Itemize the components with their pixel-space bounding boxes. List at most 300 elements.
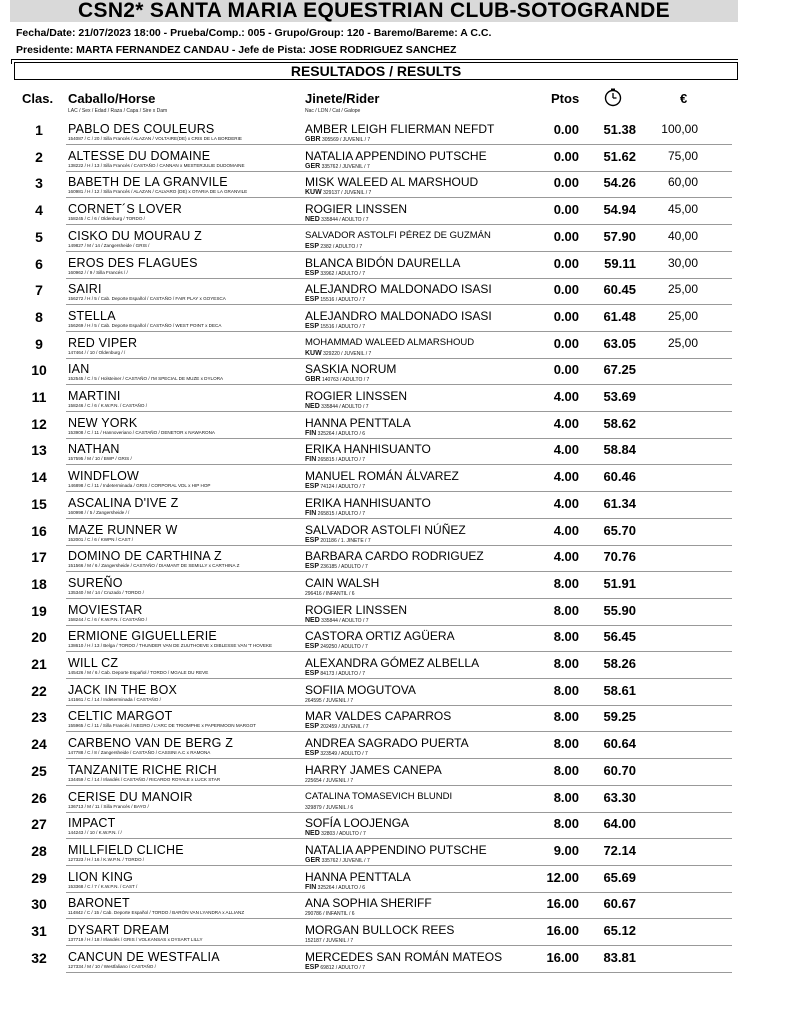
rank: 28 xyxy=(31,842,47,859)
horse-name: WINDFLOW xyxy=(68,469,140,484)
points: 8.00 xyxy=(553,736,579,752)
rider-license: 15516 / ADULTO / 7 xyxy=(320,323,365,330)
horse-info: 149827 / M / 14 / Zangersheide / GRIS / xyxy=(68,242,150,248)
rank: 2 xyxy=(35,148,43,165)
rider-name: SALVADOR ASTOLFI PÉREZ DE GUZMÁN xyxy=(305,229,491,241)
rider-nation: FIN xyxy=(305,509,317,517)
rider-license: 323549 / ADULTO / 7 xyxy=(320,751,368,758)
rank: 25 xyxy=(31,762,47,779)
horse-info: 127323 / H / 16 / K.W.P.N. / TORDO / xyxy=(68,856,145,862)
rank: 10 xyxy=(31,362,47,379)
rider-license: 201186 / 1. JINETE / 7 xyxy=(320,537,371,544)
table-row xyxy=(0,572,800,599)
rider-info xyxy=(305,189,371,196)
rider-info xyxy=(305,323,365,330)
rider-name: SALVADOR ASTOLFI NÚÑEZ xyxy=(305,522,466,537)
rider-info xyxy=(305,937,353,944)
table-row xyxy=(0,919,800,946)
time: 55.90 xyxy=(603,602,636,618)
rider-name: NATALIA APPENDINO PUTSCHE xyxy=(305,842,487,857)
horse-info: 136713 / M / 11 / Silla Francés / BAYO / xyxy=(68,803,149,809)
rider-nation: ESP xyxy=(305,643,320,651)
rider-name: BLANCA BIDÓN DAURELLA xyxy=(305,255,461,270)
rider-name: ERIKA HANHISUANTO xyxy=(305,495,431,510)
time: 60.46 xyxy=(603,469,636,485)
horse-name: SAIRI xyxy=(68,282,102,297)
time: 61.34 xyxy=(603,495,636,511)
rider-name: NATALIA APPENDINO PUTSCHE xyxy=(305,148,487,163)
horse-name: PABLO DES COULEURS xyxy=(68,122,215,136)
prize-money: 30,00 xyxy=(667,255,698,270)
horse-name: RED VIPER xyxy=(68,335,138,350)
prize-money: 60,00 xyxy=(667,175,698,190)
rider-license: 225654 / JUVENIL / 7 xyxy=(305,777,354,784)
rider-info xyxy=(305,243,362,250)
rank: 9 xyxy=(35,335,43,352)
time: 60.45 xyxy=(603,282,636,298)
table-row xyxy=(0,225,800,252)
points: 8.00 xyxy=(553,789,579,805)
rider-info xyxy=(305,403,369,410)
points: 4.00 xyxy=(553,389,579,404)
table-row xyxy=(0,385,800,412)
prize-money: 75,00 xyxy=(667,148,698,163)
rider-name: CATALINA TOMASEVICH BLUNDI xyxy=(305,790,453,802)
horse-name: ASCALINA D'IVE Z xyxy=(68,495,179,510)
rider-info xyxy=(305,964,365,971)
points: 16.00 xyxy=(546,896,579,912)
points: 8.00 xyxy=(553,656,579,671)
points: 8.00 xyxy=(553,602,579,618)
horse-info: 135340 / M / 14 / Cruzado / TORDO / xyxy=(68,589,144,595)
rider-info xyxy=(305,456,365,463)
rider-name: HANNA PENTTALA xyxy=(305,415,411,430)
horse-name: MAZE RUNNER W xyxy=(68,522,178,537)
rider-license: 33962 / ADULTO / 7 xyxy=(320,270,365,277)
rider-info xyxy=(305,537,371,544)
rider-nation: FIN xyxy=(305,456,317,464)
time: 70.76 xyxy=(603,549,636,565)
rider-info xyxy=(305,430,365,437)
horse-info: 157595 / M / 10 / BWP / GRIS / xyxy=(68,456,132,462)
horse-name: DYSART DREAM xyxy=(68,923,170,937)
points: 8.00 xyxy=(553,816,579,832)
rider-nation: ESP xyxy=(305,269,320,277)
time: 56.45 xyxy=(603,629,636,645)
table-row xyxy=(0,118,800,145)
rider-nation: ESP xyxy=(305,242,320,250)
rider-name: CAIN WALSH xyxy=(305,575,380,590)
rider-info xyxy=(305,483,365,490)
horse-name: BARONET xyxy=(68,896,130,911)
table-row xyxy=(0,412,800,439)
rider-nation: FIN xyxy=(305,883,317,891)
points: 8.00 xyxy=(553,682,579,698)
col-header-horse-sub: LAC / Sex / Edad / Raza / Capa / Sire x Dam xyxy=(68,108,168,114)
horse-name: TANZANITE RICHE RICH xyxy=(68,762,217,777)
horse-name: DOMINO DE CARTHINA Z xyxy=(68,549,222,564)
rider-name: ANDREA SAGRADO PUERTA xyxy=(305,736,469,751)
rider-license: 329879 / JUVENIL / 6 xyxy=(305,804,354,811)
rank: 14 xyxy=(31,469,47,486)
rank: 26 xyxy=(31,789,47,806)
prize-money: 100,00 xyxy=(661,122,698,136)
rider-license: 152187 / JUVENIL / 7 xyxy=(305,938,354,944)
rider-license: 265815 / ADULTO / 7 xyxy=(317,457,366,464)
clock-icon xyxy=(603,87,623,110)
rider-name: MORGAN BULLOCK REES xyxy=(305,923,455,937)
time: 54.26 xyxy=(603,175,636,191)
table-row xyxy=(0,759,800,786)
horse-name: NATHAN xyxy=(68,442,120,457)
rider-info xyxy=(305,697,353,704)
rider-info xyxy=(305,910,355,917)
rider-nation: ESP xyxy=(305,963,320,971)
rider-nation: ESP xyxy=(305,536,320,544)
time: 58.26 xyxy=(603,656,636,671)
table-row xyxy=(0,492,800,519)
horse-info: 152001 / C / 6 / KWPN / CAST / xyxy=(68,536,134,542)
rank: 12 xyxy=(31,415,47,432)
horse-name: EROS DES FLAGUES xyxy=(68,255,198,270)
horse-info: 137719 / H / 18 / Irlandés / GRIS / VOLKANSAS x DYSART LILLY xyxy=(68,937,203,942)
rider-info xyxy=(305,804,353,811)
table-row xyxy=(0,625,800,652)
table-row xyxy=(0,171,800,198)
results-heading: RESULTADOS / RESULTS xyxy=(14,62,738,80)
table-row xyxy=(0,652,800,679)
horse-info: 134459 / C / 14 / Irlandés / CASTAÑO / RICARDO ROYALE x LUCK STAR xyxy=(68,776,221,782)
rider-name: ALEXANDRA GÓMEZ ALBELLA xyxy=(305,656,480,670)
rider-license: 329220 / JUVENIL / 7 xyxy=(323,350,372,357)
points: 0.00 xyxy=(553,148,579,164)
rider-license: 296416 / INFANTIL / 6 xyxy=(305,590,355,597)
rank: 24 xyxy=(31,736,47,753)
horse-name: JACK IN THE BOX xyxy=(68,682,178,697)
rider-license: 335762 / JUVENIL / 7 xyxy=(321,857,370,864)
points: 0.00 xyxy=(553,122,579,137)
rider-license: 325264 / ADULTO / 6 xyxy=(317,430,366,437)
rider-info xyxy=(305,136,370,143)
rank: 15 xyxy=(31,495,47,512)
rider-info xyxy=(305,777,353,784)
horse-info: 160981 / H / 12 / Silla Francés / ALAZAN / CALVARO (DE) x OTARIA DE LA GRANVILE xyxy=(68,189,248,195)
rank: 20 xyxy=(31,629,47,646)
rank: 29 xyxy=(31,869,47,886)
rider-name: HARRY JAMES CANEPA xyxy=(305,762,442,777)
row-divider xyxy=(66,972,732,973)
time: 63.05 xyxy=(603,335,636,351)
horse-name: CORNET´S LOVER xyxy=(68,202,182,217)
rider-info xyxy=(305,750,368,757)
rank: 31 xyxy=(31,923,47,939)
points: 8.00 xyxy=(553,709,579,725)
table-row xyxy=(0,599,800,626)
rank: 18 xyxy=(31,575,47,592)
points: 12.00 xyxy=(546,869,579,885)
rider-license: 202459 / JUVENIL / 7 xyxy=(320,724,369,731)
points: 4.00 xyxy=(553,469,579,485)
rank: 17 xyxy=(31,549,47,566)
competition-info: Fecha/Date: 21/07/2023 18:00 - Prueba/Comp.: 005 - Grupo/Group: 120 - Baremo/Bareme: A C.C. xyxy=(16,27,492,39)
horse-info: 153908 / C / 11 / Hannoveriano / CASTAÑO / DENETOR x NAWARONA xyxy=(68,429,215,435)
time: 83.81 xyxy=(603,949,636,965)
table-row xyxy=(0,946,800,973)
horse-name: SUREÑO xyxy=(68,575,123,590)
col-header-clas: Clas. xyxy=(22,91,54,106)
horse-info: 160962 / / 9 / Silla Francés / / xyxy=(68,269,128,275)
horse-info: 158246 / C / 6 / K.W.P.N. / CASTAÑO / xyxy=(68,403,147,408)
rider-nation: ESP xyxy=(305,322,320,330)
col-header-rider-sub: Nac / LDN / Cat / Galope xyxy=(305,108,361,114)
rider-name: ROGIER LINSSEN xyxy=(305,602,408,617)
rider-name: MAR VALDES CAPARROS xyxy=(305,709,452,724)
horse-info: 138610 / H / 13 / Belga / TORDO / THUNDER VAN DE ZUUTHOEVE x DIBLESSE VAN 'T HOVEKE xyxy=(68,643,273,649)
points: 0.00 xyxy=(553,335,579,351)
points: 4.00 xyxy=(553,549,579,565)
horse-info: 154087 / C / 20 / Silla Francés / ALAZAN / VOLTAIRE(DE) x CRIS DE LA BORDERIE xyxy=(68,136,242,141)
table-row xyxy=(0,839,800,866)
points: 4.00 xyxy=(553,442,579,458)
horse-name: ALTESSE DU DOMAINE xyxy=(68,148,211,163)
table-row xyxy=(0,358,800,385)
horse-info: 138222 / H / 13 / Silla Francés / CASTAÑO / CANNAN x MESTERJULIE DUDOMAINE xyxy=(68,162,245,168)
rank: 19 xyxy=(31,602,47,619)
points: 0.00 xyxy=(553,362,579,378)
rider-license: 15516 / ADULTO / 7 xyxy=(320,297,365,304)
rank: 7 xyxy=(35,282,43,299)
horse-info: 155965 / C / 11 / Silla Francés / NEGRO / L'ARC DE TRIOMPHE x PAPERMOON MARGOT xyxy=(68,723,256,729)
rider-name: ANA SOPHIA SHERIFF xyxy=(305,896,432,911)
rank: 4 xyxy=(35,202,43,219)
rank: 32 xyxy=(31,949,47,966)
horse-info: 151566 / M / 6 / Zangersheide / CASTAÑO / DIAMANT DE SEMILLY x CARTHINA Z xyxy=(68,563,240,569)
table-row xyxy=(0,438,800,465)
rider-name: SASKIA NORUM xyxy=(305,362,397,377)
rider-license: 249250 / ADULTO / 7 xyxy=(320,644,368,651)
time: 72.14 xyxy=(603,842,636,858)
rider-nation: KUW xyxy=(305,189,322,197)
time: 51.38 xyxy=(603,122,636,137)
rider-nation: NED xyxy=(305,830,320,838)
table-row xyxy=(0,679,800,706)
rider-info xyxy=(305,723,369,730)
time: 59.25 xyxy=(603,709,636,725)
rider-license: 335844 / ADULTO / 7 xyxy=(321,217,369,224)
rider-name: BARBARA CARDO RODRIGUEZ xyxy=(305,549,484,564)
table-row xyxy=(0,519,800,546)
rider-info xyxy=(305,590,355,597)
horse-info: 144243 / / 10 / K.W.P.N. / / xyxy=(68,830,122,836)
table-row xyxy=(0,145,800,172)
horse-info: 147788 / C / 8 / Zangersheide / CASTAÑO / CASSINI A.C x RAMONA xyxy=(68,750,211,756)
table-row xyxy=(0,545,800,572)
rider-nation: GER xyxy=(305,162,321,170)
officials-info: Presidente: MARTA FERNANDEZ CANDAU - Jefe de Pista: JOSE RODRIGUEZ SANCHEZ xyxy=(16,44,457,56)
points: 8.00 xyxy=(553,762,579,778)
rider-name: ROGIER LINSSEN xyxy=(305,389,408,403)
prize-money: 25,00 xyxy=(667,335,698,350)
rider-nation: ESP xyxy=(305,296,320,304)
points: 8.00 xyxy=(553,575,579,591)
rider-name: MISK WALEED AL MARSHOUD xyxy=(305,175,479,190)
rider-info xyxy=(305,857,370,864)
horse-name: BABETH DE LA GRANVILE xyxy=(68,175,228,190)
points: 4.00 xyxy=(553,495,579,511)
time: 58.84 xyxy=(603,442,636,458)
rider-license: 2382 / ADULTO / 7 xyxy=(320,243,363,250)
horse-info: 153368 / C / 7 / K.W.P.N. / CAST / xyxy=(68,883,138,889)
time: 54.94 xyxy=(603,202,636,218)
time: 58.62 xyxy=(603,415,636,431)
rank: 3 xyxy=(35,175,43,192)
horse-info: 145426 / M / 6 / Cab. Deporte Español / TORDO / MGALE DU REVE xyxy=(68,670,209,675)
table-row xyxy=(0,812,800,839)
rider-license: 264595 / JUVENIL / 7 xyxy=(305,697,354,704)
horse-name: CISKO DU MOURAU Z xyxy=(68,228,202,243)
time: 53.69 xyxy=(603,389,636,404)
horse-name: ERMIONE GIGUELLERIE xyxy=(68,629,217,644)
rider-license: 32803 / ADULTO / 7 xyxy=(321,831,366,838)
horse-name: NEW YORK xyxy=(68,415,138,430)
col-header-pts: Ptos xyxy=(551,91,580,106)
points: 9.00 xyxy=(553,842,579,858)
rank: 6 xyxy=(35,255,43,272)
horse-info: 114842 / C / 15 / Cab. Deporte Español / TORDO / BARÓN VAN LYANDRA x ALLIANZ xyxy=(68,910,245,916)
rider-license: 335762 / JUVENIL / 7 xyxy=(321,163,370,170)
rider-license: 69812 / ADULTO / 7 xyxy=(320,964,365,971)
horse-info: 146898 / C / 11 / Indeterminada / GRIS / CORPORAL VDL x HIP HOP xyxy=(68,483,211,489)
rank: 8 xyxy=(35,308,43,325)
time: 60.64 xyxy=(603,736,636,752)
rider-info xyxy=(305,643,368,650)
points: 16.00 xyxy=(546,949,579,965)
rider-name: MERCEDES SAN ROMÁN MATEOS xyxy=(305,949,503,964)
rider-name: CASTORA ORTIZ AGÜERA xyxy=(305,629,455,644)
rider-nation: NED xyxy=(305,616,320,624)
rider-name: HANNA PENTTALA xyxy=(305,869,411,884)
points: 0.00 xyxy=(553,282,579,298)
rank: 22 xyxy=(31,682,47,699)
horse-info: 156269 / H / 5 / Cab. Deporte Español / CASTAÑO / WEST POINT x DECA xyxy=(68,322,222,328)
horse-name: MARTINI xyxy=(68,389,121,403)
horse-info: 127334 / M / 10 / Westfaliano / CASTAÑO / xyxy=(68,963,156,969)
horse-info: 158244 / C / 6 / K.W.P.N. / CASTAÑO / xyxy=(68,616,147,622)
rider-name: AMBER LEIGH FLIERMAN NEFDT xyxy=(305,122,495,136)
horse-name: IMPACT xyxy=(68,816,116,831)
rider-info xyxy=(305,830,366,837)
rider-license: 335844 / ADULTO / 7 xyxy=(321,617,369,624)
prize-money: 25,00 xyxy=(667,282,698,297)
time: 65.69 xyxy=(603,869,636,885)
rank: 30 xyxy=(31,896,47,913)
col-header-horse: Caballo/Horse xyxy=(68,91,156,106)
rank: 5 xyxy=(35,228,43,245)
rank: 21 xyxy=(31,656,47,672)
points: 0.00 xyxy=(553,175,579,191)
points: 0.00 xyxy=(553,202,579,218)
table-row xyxy=(0,786,800,813)
horse-info: 160998 / / 5 / Zangersheide / / xyxy=(68,509,130,515)
rider-info xyxy=(305,510,365,517)
horse-name: CARBENO VAN DE BERG Z xyxy=(68,736,234,751)
rider-nation: ESP xyxy=(305,723,320,731)
rider-nation: ESP xyxy=(305,483,320,491)
rider-license: 84173 / ADULTO / 7 xyxy=(320,671,365,677)
prize-money: 45,00 xyxy=(667,202,698,217)
rider-nation: GER xyxy=(305,856,321,864)
time: 51.91 xyxy=(603,575,636,591)
rider-license: 329137 / JUVENIL / 7 xyxy=(323,190,372,197)
rider-info xyxy=(305,376,369,383)
table-row xyxy=(0,866,800,893)
points: 0.00 xyxy=(553,308,579,324)
rider-nation: FIN xyxy=(305,429,317,437)
rider-info xyxy=(305,884,365,891)
time: 64.00 xyxy=(603,816,636,832)
rider-info xyxy=(305,563,368,570)
horse-name: CELTIC MARGOT xyxy=(68,709,173,724)
rider-name: SOFÍA LOOJENGA xyxy=(305,816,410,831)
points: 16.00 xyxy=(546,923,579,938)
col-header-prize: € xyxy=(680,91,688,106)
rider-name: MANUEL ROMÁN ÁLVAREZ xyxy=(305,469,459,484)
horse-name: MILLFIELD CLICHE xyxy=(68,842,184,857)
col-header-rider: Jinete/Rider xyxy=(305,91,380,106)
time: 58.61 xyxy=(603,682,636,698)
time: 65.70 xyxy=(603,522,636,538)
horse-info: 147464 / / 10 / Oldenburg / / xyxy=(68,349,126,355)
rider-nation: ESP xyxy=(305,750,320,758)
rider-info xyxy=(305,163,370,170)
rider-nation: GBR xyxy=(305,136,321,143)
time: 60.70 xyxy=(603,762,636,778)
horse-name: WILL CZ xyxy=(68,656,119,670)
rider-info xyxy=(305,350,371,357)
rider-license: 140763 / ADULTO / 7 xyxy=(321,377,370,384)
time: 51.62 xyxy=(603,148,636,164)
prize-money: 40,00 xyxy=(667,228,698,243)
horse-info: 156272 / H / 5 / Cab. Deporte Español / CASTAÑO / FAIR PLAY x GOYESCA xyxy=(68,296,226,302)
rider-info xyxy=(305,296,365,303)
points: 0.00 xyxy=(553,255,579,271)
rider-name: SOFIIA MOGUTOVA xyxy=(305,682,416,697)
table-row xyxy=(0,465,800,492)
time: 60.67 xyxy=(603,896,636,912)
points: 0.00 xyxy=(553,228,579,244)
rider-name: MOHAMMAD WALEED ALMARSHOUD xyxy=(305,336,475,348)
points: 8.00 xyxy=(553,629,579,645)
rank: 11 xyxy=(31,389,47,405)
table-row xyxy=(0,198,800,225)
rider-name: ERIKA HANHISUANTO xyxy=(305,442,431,457)
rider-name: ALEJANDRO MALDONADO ISASI xyxy=(305,308,492,323)
horse-name: STELLA xyxy=(68,308,116,323)
time: 65.12 xyxy=(603,923,636,938)
rider-nation: ESP xyxy=(305,670,320,677)
horse-info: 152545 / C / 5 / Holsteiner / CASTAÑO / I'M SPECIAL DE MUZE x DYLORA xyxy=(68,376,224,382)
rider-license: 265815 / ADULTO / 7 xyxy=(317,510,366,517)
rank: 27 xyxy=(31,816,47,833)
horse-name: IAN xyxy=(68,362,90,377)
rider-nation: ESP xyxy=(305,563,320,571)
rider-license: 74124 / ADULTO / 7 xyxy=(320,484,365,491)
horse-info: 158245 / C / 6 / Oldenburg / TORDO / xyxy=(68,216,145,222)
rider-info xyxy=(305,270,365,277)
rider-nation: NED xyxy=(305,216,320,224)
rider-info xyxy=(305,617,369,624)
table-row xyxy=(0,305,800,332)
